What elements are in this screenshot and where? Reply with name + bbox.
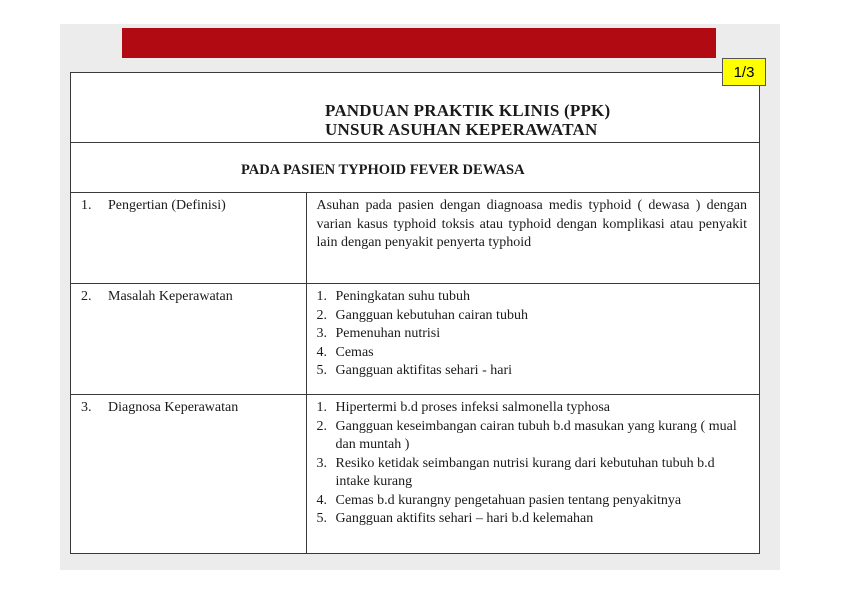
list-item-number: 5. xyxy=(316,511,327,526)
definition-text: Asuhan pada pasien dengan diagnoasa medis typhoid ( dewasa ) dengan varian kasus typhoid toksis atau typhoid dengan komplikasi atau penyakit lain dengan penyakit penyerta typhoid xyxy=(316,198,747,250)
list-item xyxy=(317,399,752,418)
list-item-number: 2. xyxy=(316,418,327,434)
title-line-2: UNSUR ASUHAN KEPERAWATAN xyxy=(325,120,598,139)
document-title xyxy=(71,73,759,143)
table-row-masalah-keperawatan xyxy=(71,284,759,395)
row-content-cell xyxy=(306,284,759,395)
list-item-text: Gangguan keseimbangan cairan tubuh b.d masukan yang kurang ( mual dan muntah ) xyxy=(335,418,737,452)
table-row-diagnosa-keperawatan xyxy=(71,395,759,555)
list-item-number: 3. xyxy=(316,326,327,341)
problem-list xyxy=(317,288,752,381)
page-indicator-badge: 1/3 xyxy=(722,58,766,86)
row-label-cell xyxy=(71,395,306,555)
list-item-text: Hipertermi b.d proses infeksi salmonella typhosa xyxy=(335,400,610,415)
list-item-text: Cemas b.d kurangny pengetahuan pasien tentang penyakitnya xyxy=(335,492,682,508)
row-label: Diagnosa Keperawatan xyxy=(108,400,239,415)
title-line-1: PANDUAN PRAKTIK KLINIS (PPK) xyxy=(325,101,611,120)
list-item xyxy=(317,362,752,381)
header-bar xyxy=(122,28,716,58)
list-item xyxy=(317,325,752,344)
list-item xyxy=(317,510,752,529)
ppk-table xyxy=(71,193,759,554)
list-item-text: Resiko ketidak seimbangan nutrisi kurang dari kebutuhan tubuh b.d intake kurang xyxy=(335,455,715,489)
list-item-number: 4. xyxy=(316,344,327,360)
row-label: Pengertian (Definisi) xyxy=(108,198,226,213)
row-content-cell xyxy=(306,193,759,284)
list-item xyxy=(317,307,752,326)
list-item-number: 5. xyxy=(316,363,327,378)
diagnosis-list xyxy=(317,399,752,529)
row-content-cell xyxy=(306,395,759,555)
list-item-text: Gangguan aktifits sehari – hari b.d kelemahan xyxy=(335,511,594,526)
row-number: 1. xyxy=(81,198,92,213)
list-item-text: Gangguan kebutuhan cairan tubuh xyxy=(335,307,528,323)
list-item-text: Cemas xyxy=(335,344,374,360)
list-item-number: 3. xyxy=(316,455,327,471)
list-item-number: 2. xyxy=(316,307,327,323)
row-label: Masalah Keperawatan xyxy=(108,289,233,304)
list-item xyxy=(317,288,752,307)
list-item-number: 4. xyxy=(316,492,327,508)
list-item-number: 1. xyxy=(316,289,327,304)
list-item xyxy=(317,344,752,363)
ppk-document xyxy=(70,72,760,554)
list-item xyxy=(317,455,752,492)
row-label-cell xyxy=(71,193,306,284)
list-item-number: 1. xyxy=(316,400,327,415)
list-item-text: Peningkatan suhu tubuh xyxy=(335,289,471,304)
row-label-cell xyxy=(71,284,306,395)
document-subtitle: PADA PASIEN TYPHOID FEVER DEWASA xyxy=(71,143,759,193)
list-item xyxy=(317,492,752,511)
row-number: 3. xyxy=(81,400,92,415)
table-row-pengertian xyxy=(71,193,759,284)
list-item-text: Pemenuhan nutrisi xyxy=(335,326,441,341)
list-item xyxy=(317,418,752,455)
row-number: 2. xyxy=(81,289,92,304)
list-item-text: Gangguan aktifitas sehari - hari xyxy=(335,363,512,378)
